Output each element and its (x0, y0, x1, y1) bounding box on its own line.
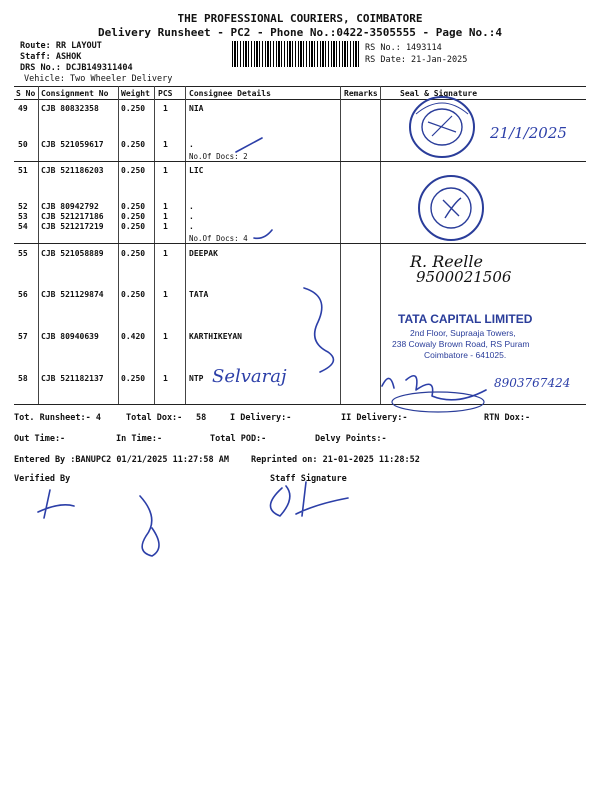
row-weight: 0.420 (121, 332, 146, 341)
row-weight: 0.250 (121, 222, 146, 231)
col-header-remarks: Remarks (344, 89, 378, 98)
staff-label: Staff: ASHOK (20, 52, 82, 62)
in-time: In Time:- (116, 434, 163, 444)
row-pcs: 1 (163, 249, 168, 258)
row-consignment: CJB 521217186 (41, 212, 104, 221)
row-consignee: TATA (189, 290, 209, 299)
col-divider (38, 86, 39, 404)
col-header-seal-signature: Seal & Signature (400, 89, 478, 98)
total-dox-label: Total Dox:- (126, 413, 183, 423)
row-pcs: 1 (163, 202, 168, 211)
ii-delivery: II Delivery:- (341, 413, 408, 423)
docs-count-note: No.Of Docs: 4 (189, 234, 248, 243)
row-consignee: DEEPAK (189, 249, 218, 258)
row-consignment: CJB 521059617 (41, 140, 104, 149)
row-consignee: . (189, 140, 194, 149)
total-pod: Total POD:- (210, 434, 267, 444)
total-dox-value: 58 (196, 413, 207, 423)
rs-number: RS No.: 1493114 (365, 43, 442, 53)
tata-stamp-company: TATA CAPITAL LIMITED (398, 312, 533, 326)
row-divider (14, 161, 586, 162)
row-consignee: LIC (189, 166, 204, 175)
drs-label: DRS No.: DCJB149311404 (20, 63, 133, 73)
reprinted-on: Reprinted on: 21-01-2025 11:28:52 (251, 455, 420, 465)
row-consignment: CJB 80940639 (41, 332, 99, 341)
row-pcs: 1 (163, 104, 168, 113)
route-label: Route: RR LAYOUT (20, 41, 102, 51)
col-header-sno: S No (16, 89, 36, 98)
staff-signature (256, 478, 356, 524)
handwritten-phone: 9500021506 (416, 268, 512, 286)
handwritten-date: 21/1/2025 (490, 124, 567, 142)
col-header-consignee: Consignee Details (189, 89, 271, 98)
row-consignment: CJB 80832358 (41, 104, 99, 113)
handwritten-name: R. Reelle (410, 252, 483, 271)
row-sno: 58 (18, 374, 28, 383)
row-consignment: CJB 521217219 (41, 222, 104, 231)
row-consignment: CJB 80942792 (41, 202, 99, 211)
rs-date: RS Date: 21-Jan-2025 (365, 55, 468, 65)
row-weight: 0.250 (121, 202, 146, 211)
row-divider (14, 243, 586, 244)
barcode (232, 41, 360, 67)
new-india-seal-stamp (404, 92, 480, 162)
runsheet-subtitle: Delivery Runsheet - PC2 - Phone No.:0422-3505555 - Page No.:4 (98, 26, 502, 39)
row-sno: 50 (18, 140, 28, 149)
row-sno: 49 (18, 104, 28, 113)
signature-scribble (376, 366, 496, 416)
row-pcs: 1 (163, 140, 168, 149)
row-sno: 56 (18, 290, 28, 299)
row-weight: 0.250 (121, 212, 146, 221)
tata-stamp-line3: Coimbatore - 641025. (424, 350, 507, 360)
lic-seal-stamp (415, 172, 487, 244)
col-divider (118, 86, 119, 404)
signature-scribble (290, 282, 350, 378)
row-sno: 51 (18, 166, 28, 175)
row-consignee: KARTHIKEYAN (189, 332, 242, 341)
tot-runsheet: Tot. Runsheet:- 4 (14, 413, 101, 423)
row-pcs: 1 (163, 290, 168, 299)
table-top-border (14, 86, 586, 87)
row-sno: 57 (18, 332, 28, 341)
handwritten-signature-selvaraj: Selvaraj (212, 366, 287, 387)
row-sno: 54 (18, 222, 28, 231)
row-consignment: CJB 521129874 (41, 290, 104, 299)
tick-mark (250, 226, 280, 244)
signature-scribble (130, 488, 180, 562)
col-divider (154, 86, 155, 404)
vehicle-label: Vehicle: Two Wheeler Delivery (24, 74, 173, 84)
table-header-border (14, 99, 586, 100)
row-pcs: 1 (163, 374, 168, 383)
row-consignee: . (189, 212, 194, 221)
entered-by: Entered By :BANUPC2 01/21/2025 11:27:58 AM (14, 455, 229, 465)
out-time: Out Time:- (14, 434, 66, 444)
row-consignee: . (189, 222, 194, 231)
row-consignment: CJB 521186203 (41, 166, 104, 175)
docs-count-note: No.Of Docs: 2 (189, 152, 248, 161)
tata-stamp-line1: 2nd Floor, Supraaja Towers, (410, 328, 516, 338)
handwritten-phone-2: 8903767424 (494, 376, 571, 390)
row-weight: 0.250 (121, 290, 146, 299)
row-sno: 55 (18, 249, 28, 258)
tick-mark (184, 130, 274, 160)
col-divider (380, 86, 381, 404)
row-consignee: NTP (189, 374, 204, 383)
row-sno: 52 (18, 202, 28, 211)
col-header-weight: Weight (121, 89, 150, 98)
table-bottom-border (14, 404, 586, 405)
i-delivery: I Delivery:- (230, 413, 292, 423)
delvy-points: Delvy Points:- (315, 434, 387, 444)
staff-signature-label: Staff Signature (270, 474, 347, 484)
row-sno: 53 (18, 212, 28, 221)
verified-signature (30, 484, 90, 524)
row-consignment: CJB 521182137 (41, 374, 104, 383)
company-title: THE PROFESSIONAL COURIERS, COIMBATORE (177, 12, 423, 25)
col-header-pcs: PCS (158, 89, 173, 98)
verified-by: Verified By (14, 474, 71, 484)
row-pcs: 1 (163, 222, 168, 231)
rtn-dox: RTN Dox:- (484, 413, 531, 423)
row-weight: 0.250 (121, 166, 146, 175)
row-weight: 0.250 (121, 249, 146, 258)
col-header-consignment: Consignment No (41, 89, 109, 98)
row-pcs: 1 (163, 166, 168, 175)
row-pcs: 1 (163, 212, 168, 221)
row-consignee: NIA (189, 104, 204, 113)
row-consignee: . (189, 202, 194, 211)
row-weight: 0.250 (121, 140, 146, 149)
row-weight: 0.250 (121, 374, 146, 383)
row-weight: 0.250 (121, 104, 146, 113)
row-pcs: 1 (163, 332, 168, 341)
tata-stamp-line2: 238 Cowaly Brown Road, RS Puram (392, 339, 530, 349)
row-consignment: CJB 521058889 (41, 249, 104, 258)
